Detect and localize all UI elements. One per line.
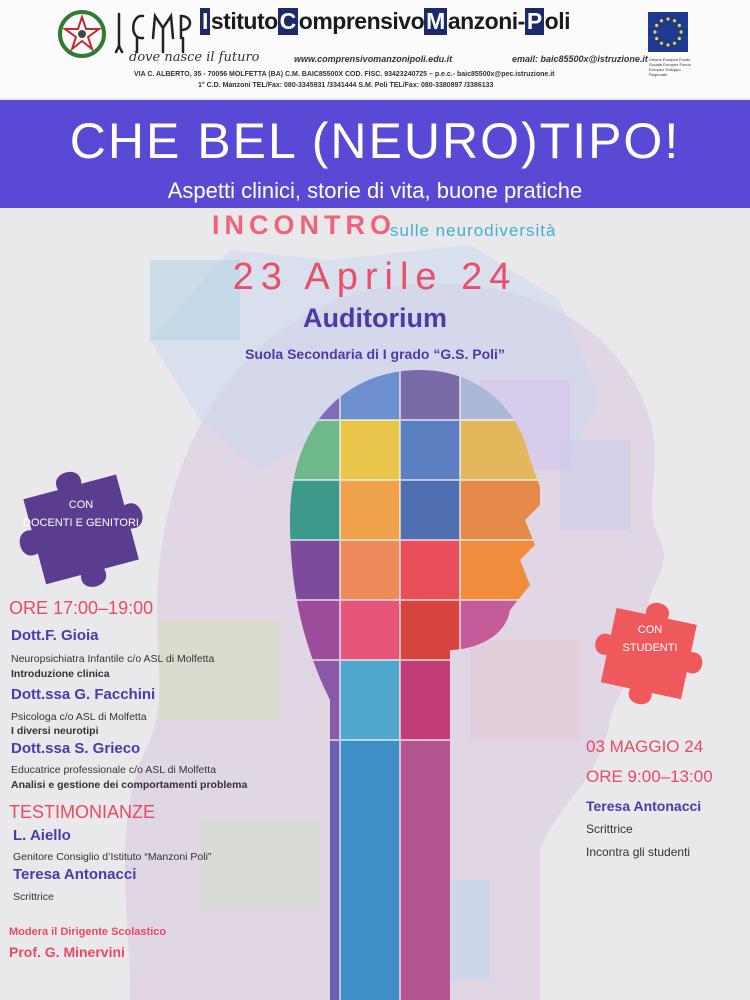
testimonial-role: Genitore Consiglio d’Istituto “Manzoni Poli” — [13, 851, 212, 863]
school-website: www.comprensivomanzonipoli.edu.it — [294, 54, 453, 64]
speaker-name: Dott.F. Gioia — [11, 627, 99, 644]
school-name-initial: I — [202, 8, 208, 34]
left-badge-line2: DOCENTI E GENITORI — [23, 517, 139, 529]
session-date-right: 03 MAGGIO 24 — [586, 737, 704, 756]
testimonial-name: L. Aiello — [13, 827, 71, 844]
session-time-right: ORE 9:00–13:00 — [586, 767, 713, 786]
school-motto: dove nasce il futuro — [129, 50, 260, 65]
event-tagline: sulle neurodiversità — [390, 221, 557, 240]
moderator-label: Modera il Dirigente Scolastico — [9, 926, 167, 938]
right-badge-line1: CON — [637, 624, 663, 636]
speaker-role: Educatrice professionale c/o ASL di Molfetta — [11, 764, 217, 776]
speaker-name: Dott.ssa G. Facchini — [11, 686, 156, 703]
testimonial-name: Teresa Antonacci — [13, 866, 137, 883]
school-name-initial: P — [526, 8, 542, 34]
right-badge-text — [612, 621, 688, 657]
session-time-left: ORE 17:00–19:00 — [9, 598, 154, 618]
school-name-initial: C — [279, 8, 296, 34]
school-name-part: anzoni- — [447, 8, 525, 34]
left-badge-text — [12, 496, 150, 532]
italian-republic-emblem — [57, 8, 107, 60]
speaker-role-right: Scrittrice — [586, 822, 633, 836]
testimonial-role: Scrittrice — [13, 891, 54, 903]
testimonianze-heading: TESTIMONIANZE — [9, 802, 156, 822]
event-school-level: Suola Secondaria di I grado “G.S. Poli” — [245, 346, 505, 362]
speaker-note-right: Incontra gli studenti — [586, 845, 691, 859]
right-badge-line2: STUDENTI — [622, 642, 678, 654]
school-name — [200, 8, 570, 35]
event-date: 23 Aprile 24 — [232, 256, 518, 298]
event-title: CHE BEL (NEURO)TIPO! — [69, 113, 681, 169]
event-subtitle: Aspetti clinici, storie di vita, buone pratiche — [167, 178, 583, 203]
address-line-1: VIA C. ALBERTO, 35 - 70056 MOLFETTA (BA) C.M. BAIC85500X COD. FISC. 93423240725 – p.e.c.- baic85500x@pec.istruzione.it — [134, 71, 555, 78]
speaker-name-right: Teresa Antonacci — [586, 798, 702, 814]
left-badge-line1: CON — [68, 499, 94, 511]
school-name-initial: M — [426, 8, 445, 34]
speaker-role: Psicologa c/o ASL di Molfetta — [11, 711, 147, 723]
address-line-2: 1° C.D. Manzoni TEL/Fax: 080-3345931 /3341444 S.M. Poli TEL/Fax: 080-3380897 /3386133 — [198, 82, 494, 89]
event-venue: Auditorium — [303, 303, 447, 333]
school-name-part: oli — [544, 8, 571, 34]
speaker-topic: Analisi e gestione dei comportamenti problema — [11, 779, 248, 791]
speaker-role: Neuropsichiatra Infantile c/o ASL di Molfetta — [11, 653, 215, 665]
school-name-part: omprensivo — [298, 8, 425, 34]
speaker-name: Dott.ssa S. Grieco — [11, 740, 141, 757]
moderator-name: Prof. G. Minervini — [9, 944, 125, 960]
school-email: email: baic85500x@istruzione.it — [512, 54, 648, 64]
eu-funding-caption: Unione Europea Fondo Sociale Europeo Fondo Europeo Sviluppo Regionale — [649, 57, 691, 77]
speaker-topic: I diversi neurotipi — [11, 725, 99, 737]
speaker-topic: Introduzione clinica — [11, 668, 110, 680]
school-name-part: stituto — [210, 8, 278, 34]
incontro-label: INCONTRO — [212, 210, 396, 240]
eu-flag-icon — [648, 12, 688, 52]
